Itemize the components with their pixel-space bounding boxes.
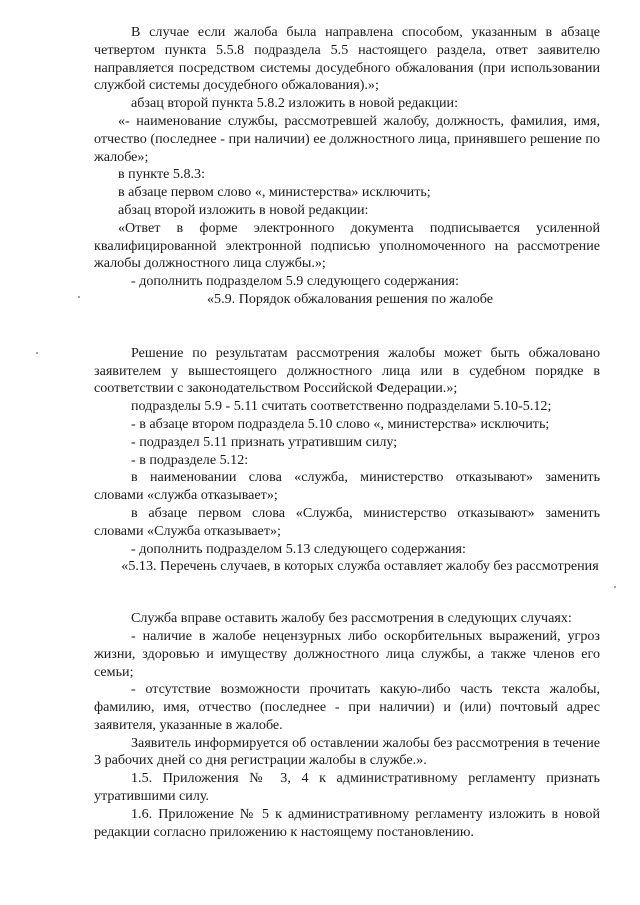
scan-speck xyxy=(36,352,38,354)
paragraph: - отсутствие возможности прочитать какую-либо часть текста жалобы, фамилию, имя, отчество (последнее - при наличии) и (или) почтовый адрес заявителя, указанные в жалобе. xyxy=(94,681,600,733)
document-body xyxy=(94,24,600,841)
paragraph: абзац второй изложить в новой редакции: xyxy=(118,201,369,218)
section-heading: «5.9. Порядок обжалования решения по жалобе xyxy=(207,290,493,307)
paragraph: 1.6. Приложение № 5 к административному регламенту изложить в новой редакции согласно приложению к настоящему постановлению. xyxy=(94,805,600,840)
paragraph: подразделы 5.9 - 5.11 считать соответственно подразделами 5.10-5.12; xyxy=(131,398,552,415)
paragraph: в пункте 5.8.3: xyxy=(118,166,206,183)
paragraph: абзац второй пункта 5.8.2 изложить в новой редакции: xyxy=(131,95,459,112)
paragraph: Заявитель информируется об оставлении жалобы без рассмотрения в течение 3 рабочих дней со дня регистрации жалобы в службе.». xyxy=(94,734,600,769)
paragraph: - дополнить подразделом 5.13 следующего содержания: xyxy=(131,540,466,557)
paragraph: в наименовании слова «служба, министерство отказывают» заменить словами «служба отказывает»; xyxy=(94,469,600,504)
paragraph: «- наименование службы, рассмотревшей жалобу, должность, фамилия, имя, отчество (последнее - при наличии) ее должностного лица, принявшего решение по жалобе»; xyxy=(94,112,600,165)
paragraph: Решение по результатам рассмотрения жалобы может быть обжаловано заявителем у вышестоящего должностного лица или в судебном порядке в соответствии с законодательством Российской Федерации.»; xyxy=(94,344,600,397)
paragraph: в абзаце первом слово «, министерства» исключить; xyxy=(118,184,431,201)
paragraph: - подраздел 5.11 признать утратившим силу; xyxy=(131,433,398,450)
scan-speck xyxy=(78,296,80,298)
paragraph: В случае если жалоба была направлена способом, указанным в абзаце четвертом пункта 5.5.8 подраздела 5.5 настоящего раздела, ответ заявителю направляется посредством системы досудебного обжалования (при использовании службой системы досудебного обжалования).»; xyxy=(94,24,600,94)
paragraph: 1.5. Приложения № 3, 4 к административному регламенту признать утратившими силу. xyxy=(94,770,600,805)
spacer xyxy=(94,576,600,610)
section-heading: «5.13. Перечень случаев, в которых служба оставляет жалобу без рассмотрения xyxy=(121,558,599,575)
paragraph: «Ответ в форме электронного документа подписывается усиленной квалифицированной электронной подписью уполномоченного на рассмотрение жалобы должностного лица службы.»; xyxy=(94,219,600,272)
paragraph: - в абзаце втором подраздела 5.10 слово «, министерства» исключить; xyxy=(131,415,550,432)
paragraph: - наличие в жалобе нецензурных либо оскорбительных выражений, угроз жизни, здоровью и имуществу должностного лица службы, а также членов его семьи; xyxy=(94,627,600,680)
paragraph: - дополнить подразделом 5.9 следующего содержания: xyxy=(131,273,459,290)
spacer xyxy=(94,309,600,345)
paragraph: в абзаце первом слова «Служба, министерство отказывают» заменить словами «Служба отказывает»; xyxy=(94,504,600,539)
scan-speck xyxy=(614,586,616,588)
paragraph: - в подразделе 5.12: xyxy=(131,451,249,468)
paragraph: Служба вправе оставить жалобу без рассмотрения в следующих случаях: xyxy=(131,610,572,627)
